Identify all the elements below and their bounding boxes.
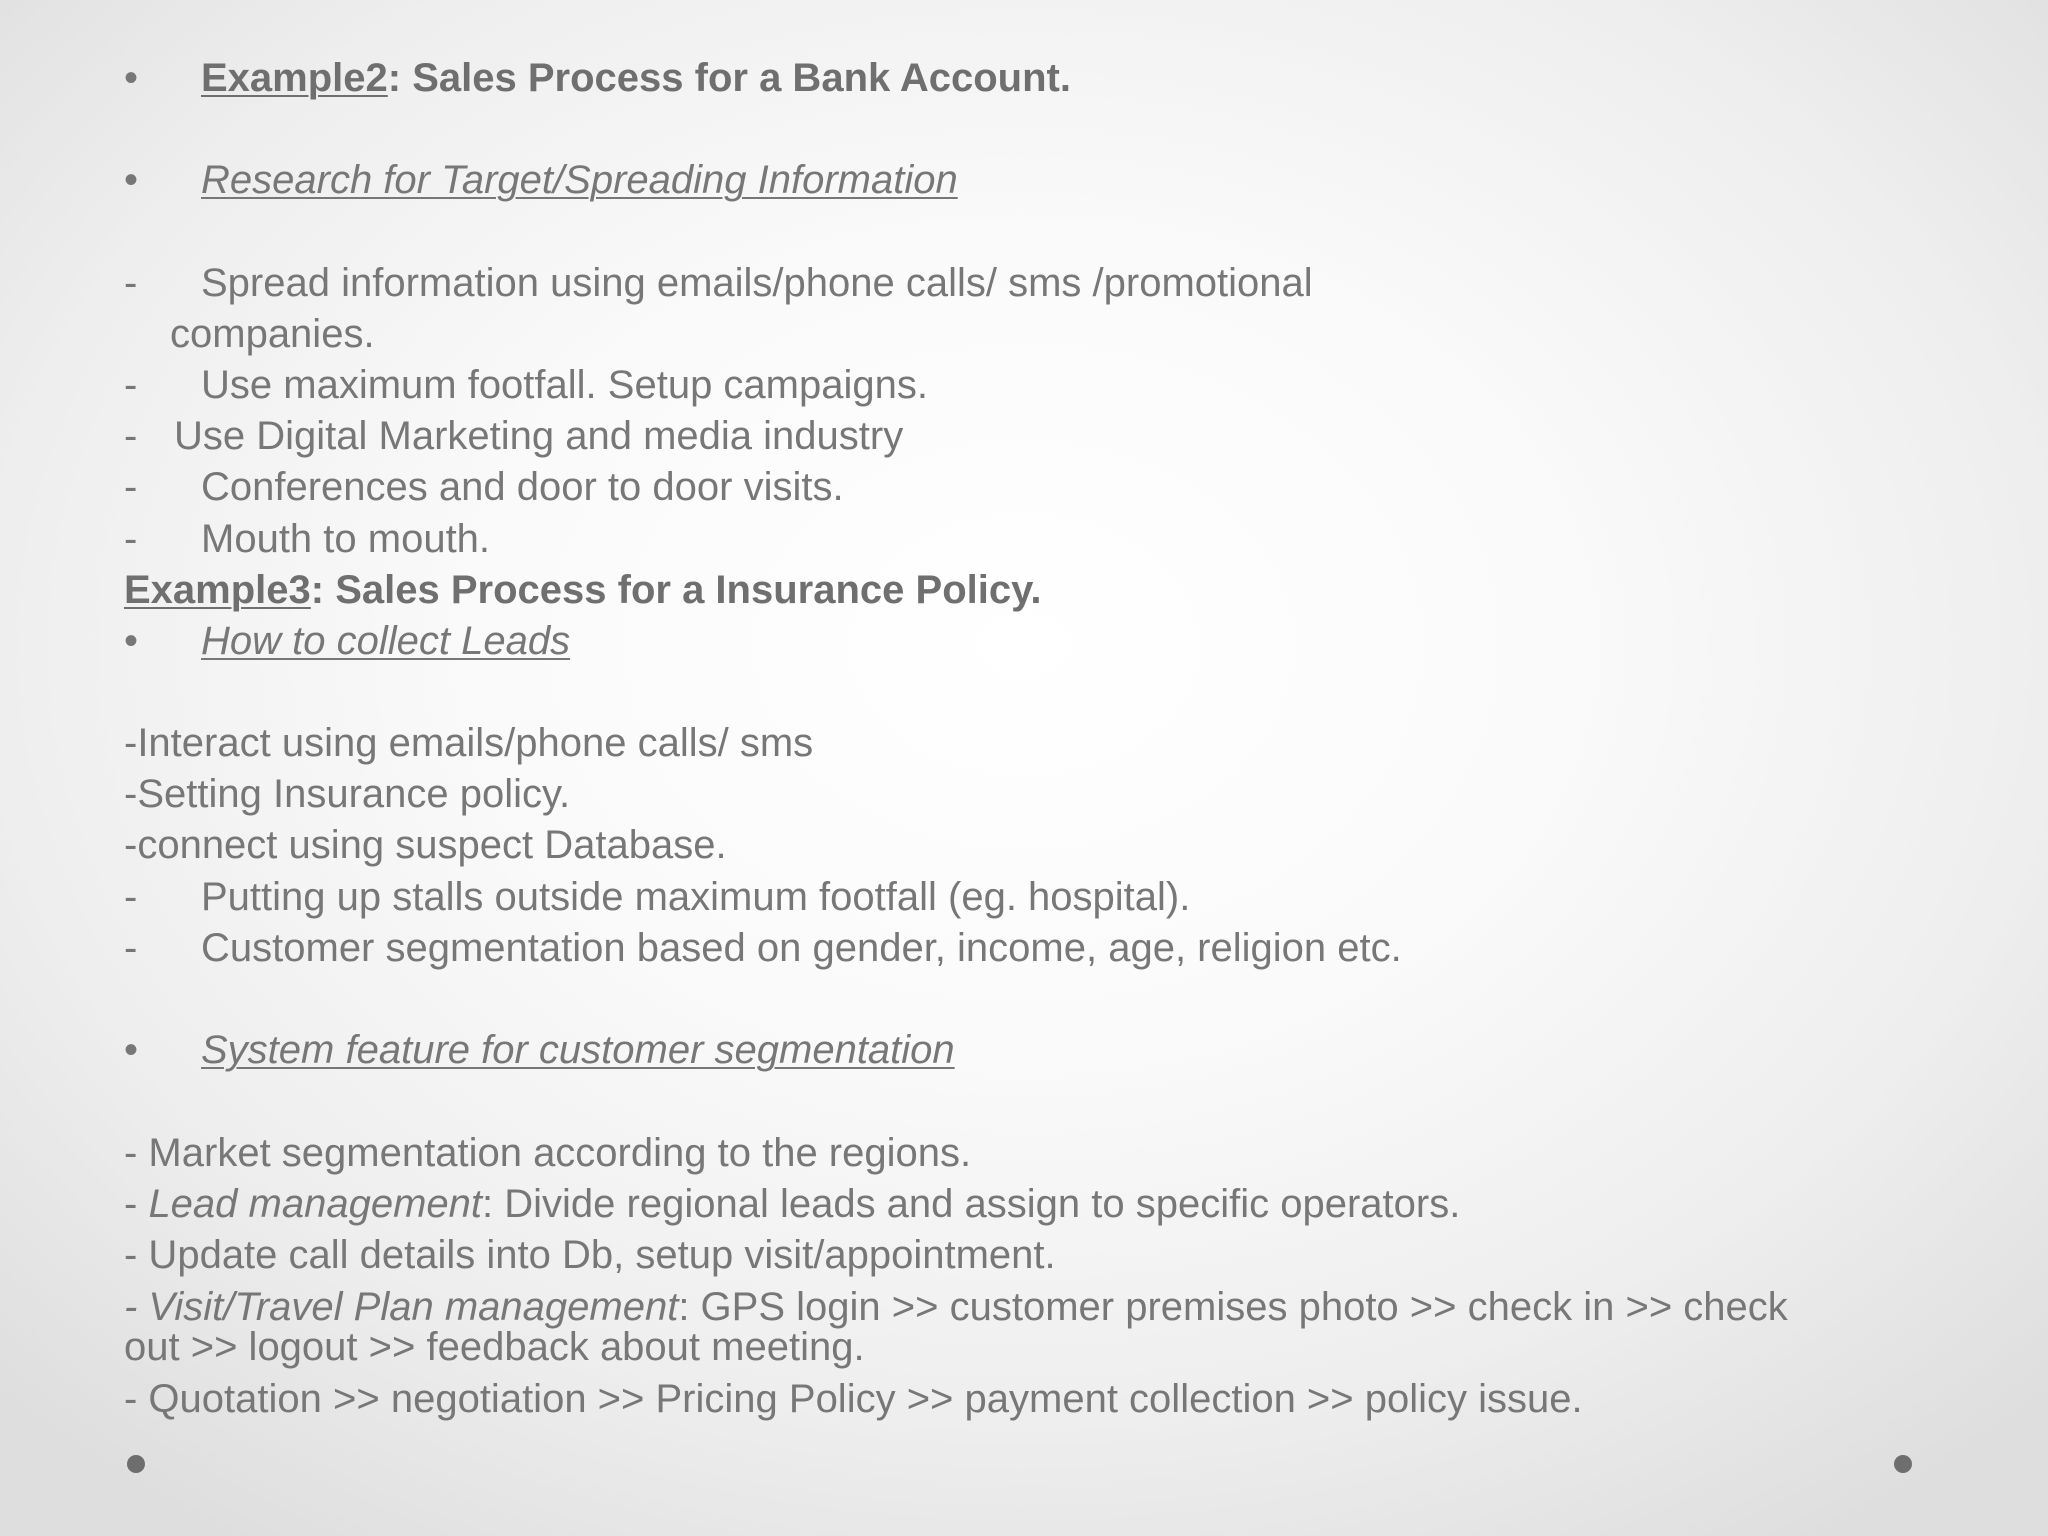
list-item-text: companies. <box>170 312 375 356</box>
list-item-text: : GPS login >> customer premises photo >> check in >> check <box>678 1285 1788 1329</box>
list-item-text: : Divide regional leads and assign to specific operators. <box>482 1182 1461 1226</box>
visit-plan-label: - Visit/Travel Plan management <box>124 1285 679 1329</box>
list-item-text: out >> logout >> feedback about meeting. <box>124 1325 865 1369</box>
list-item <box>124 771 570 817</box>
list-item <box>124 720 813 766</box>
list-item <box>124 874 1190 920</box>
list-item <box>124 413 903 459</box>
dash-marker: - <box>124 926 138 970</box>
list-item <box>124 1376 1583 1422</box>
decorative-dot-right <box>1894 1455 1912 1473</box>
list-item-prefix: - <box>124 1182 149 1226</box>
list-item-text: - Quotation >> negotiation >> Pricing Policy >> payment collection >> policy issue. <box>124 1377 1583 1421</box>
list-item-text: - Update call details into Db, setup visit/appointment. <box>124 1233 1056 1277</box>
system-heading-text: System feature for customer segmentation <box>201 1028 955 1072</box>
decorative-dot-left <box>127 1455 145 1473</box>
list-item-continuation <box>170 311 375 357</box>
list-item <box>124 362 928 408</box>
lead-management-label: Lead management <box>148 1182 483 1226</box>
bullet-marker: • <box>124 1028 139 1072</box>
dash-marker: - <box>124 875 138 919</box>
bullet-marker: • <box>124 56 139 100</box>
list-item <box>124 260 1313 306</box>
dash-marker: - <box>124 414 138 458</box>
bullet-marker: • <box>124 158 139 202</box>
research-heading <box>124 157 958 203</box>
list-item-continuation <box>124 1324 865 1370</box>
list-item <box>124 1181 1460 1227</box>
list-item-text: Use Digital Marketing and media industry <box>174 414 904 458</box>
dash-marker: - <box>124 363 138 407</box>
example2-title: : Sales Process for a Bank Account. <box>387 56 1071 100</box>
list-item-text: Customer segmentation based on gender, income, age, religion etc. <box>201 926 1402 970</box>
list-item <box>124 464 844 510</box>
system-heading <box>124 1027 955 1073</box>
list-item-text: -connect using suspect Database. <box>124 823 727 867</box>
research-heading-text: Research for Target/Spreading Information <box>201 158 958 202</box>
dash-marker: - <box>124 261 138 305</box>
example3-title: : Sales Process for a Insurance Policy. <box>310 568 1042 612</box>
list-item-text: Use maximum footfall. Setup campaigns. <box>201 363 928 407</box>
list-item-text: Conferences and door to door visits. <box>201 465 844 509</box>
list-item <box>124 1130 971 1176</box>
leads-heading <box>124 618 570 664</box>
list-item-text: Spread information using emails/phone calls/ sms /promotional <box>201 261 1313 305</box>
example2-label: Example2 <box>201 56 388 100</box>
example3-heading <box>124 567 1041 613</box>
list-item <box>124 516 490 562</box>
list-item-text: - Market segmentation according to the regions. <box>124 1131 972 1175</box>
example2-heading <box>124 55 1071 101</box>
leads-heading-text: How to collect Leads <box>201 619 571 663</box>
list-item-text: -Interact using emails/phone calls/ sms <box>124 721 814 765</box>
dash-marker: - <box>124 465 138 509</box>
list-item-text: -Setting Insurance policy. <box>124 772 571 816</box>
list-item <box>124 1232 1056 1278</box>
list-item-text: Mouth to mouth. <box>201 517 491 561</box>
dash-marker: - <box>124 517 138 561</box>
list-item <box>124 822 727 868</box>
list-item-text: Putting up stalls outside maximum footfall (eg. hospital). <box>201 875 1191 919</box>
example3-label: Example3 <box>124 568 311 612</box>
bullet-marker: • <box>124 619 139 663</box>
list-item <box>124 925 1402 971</box>
